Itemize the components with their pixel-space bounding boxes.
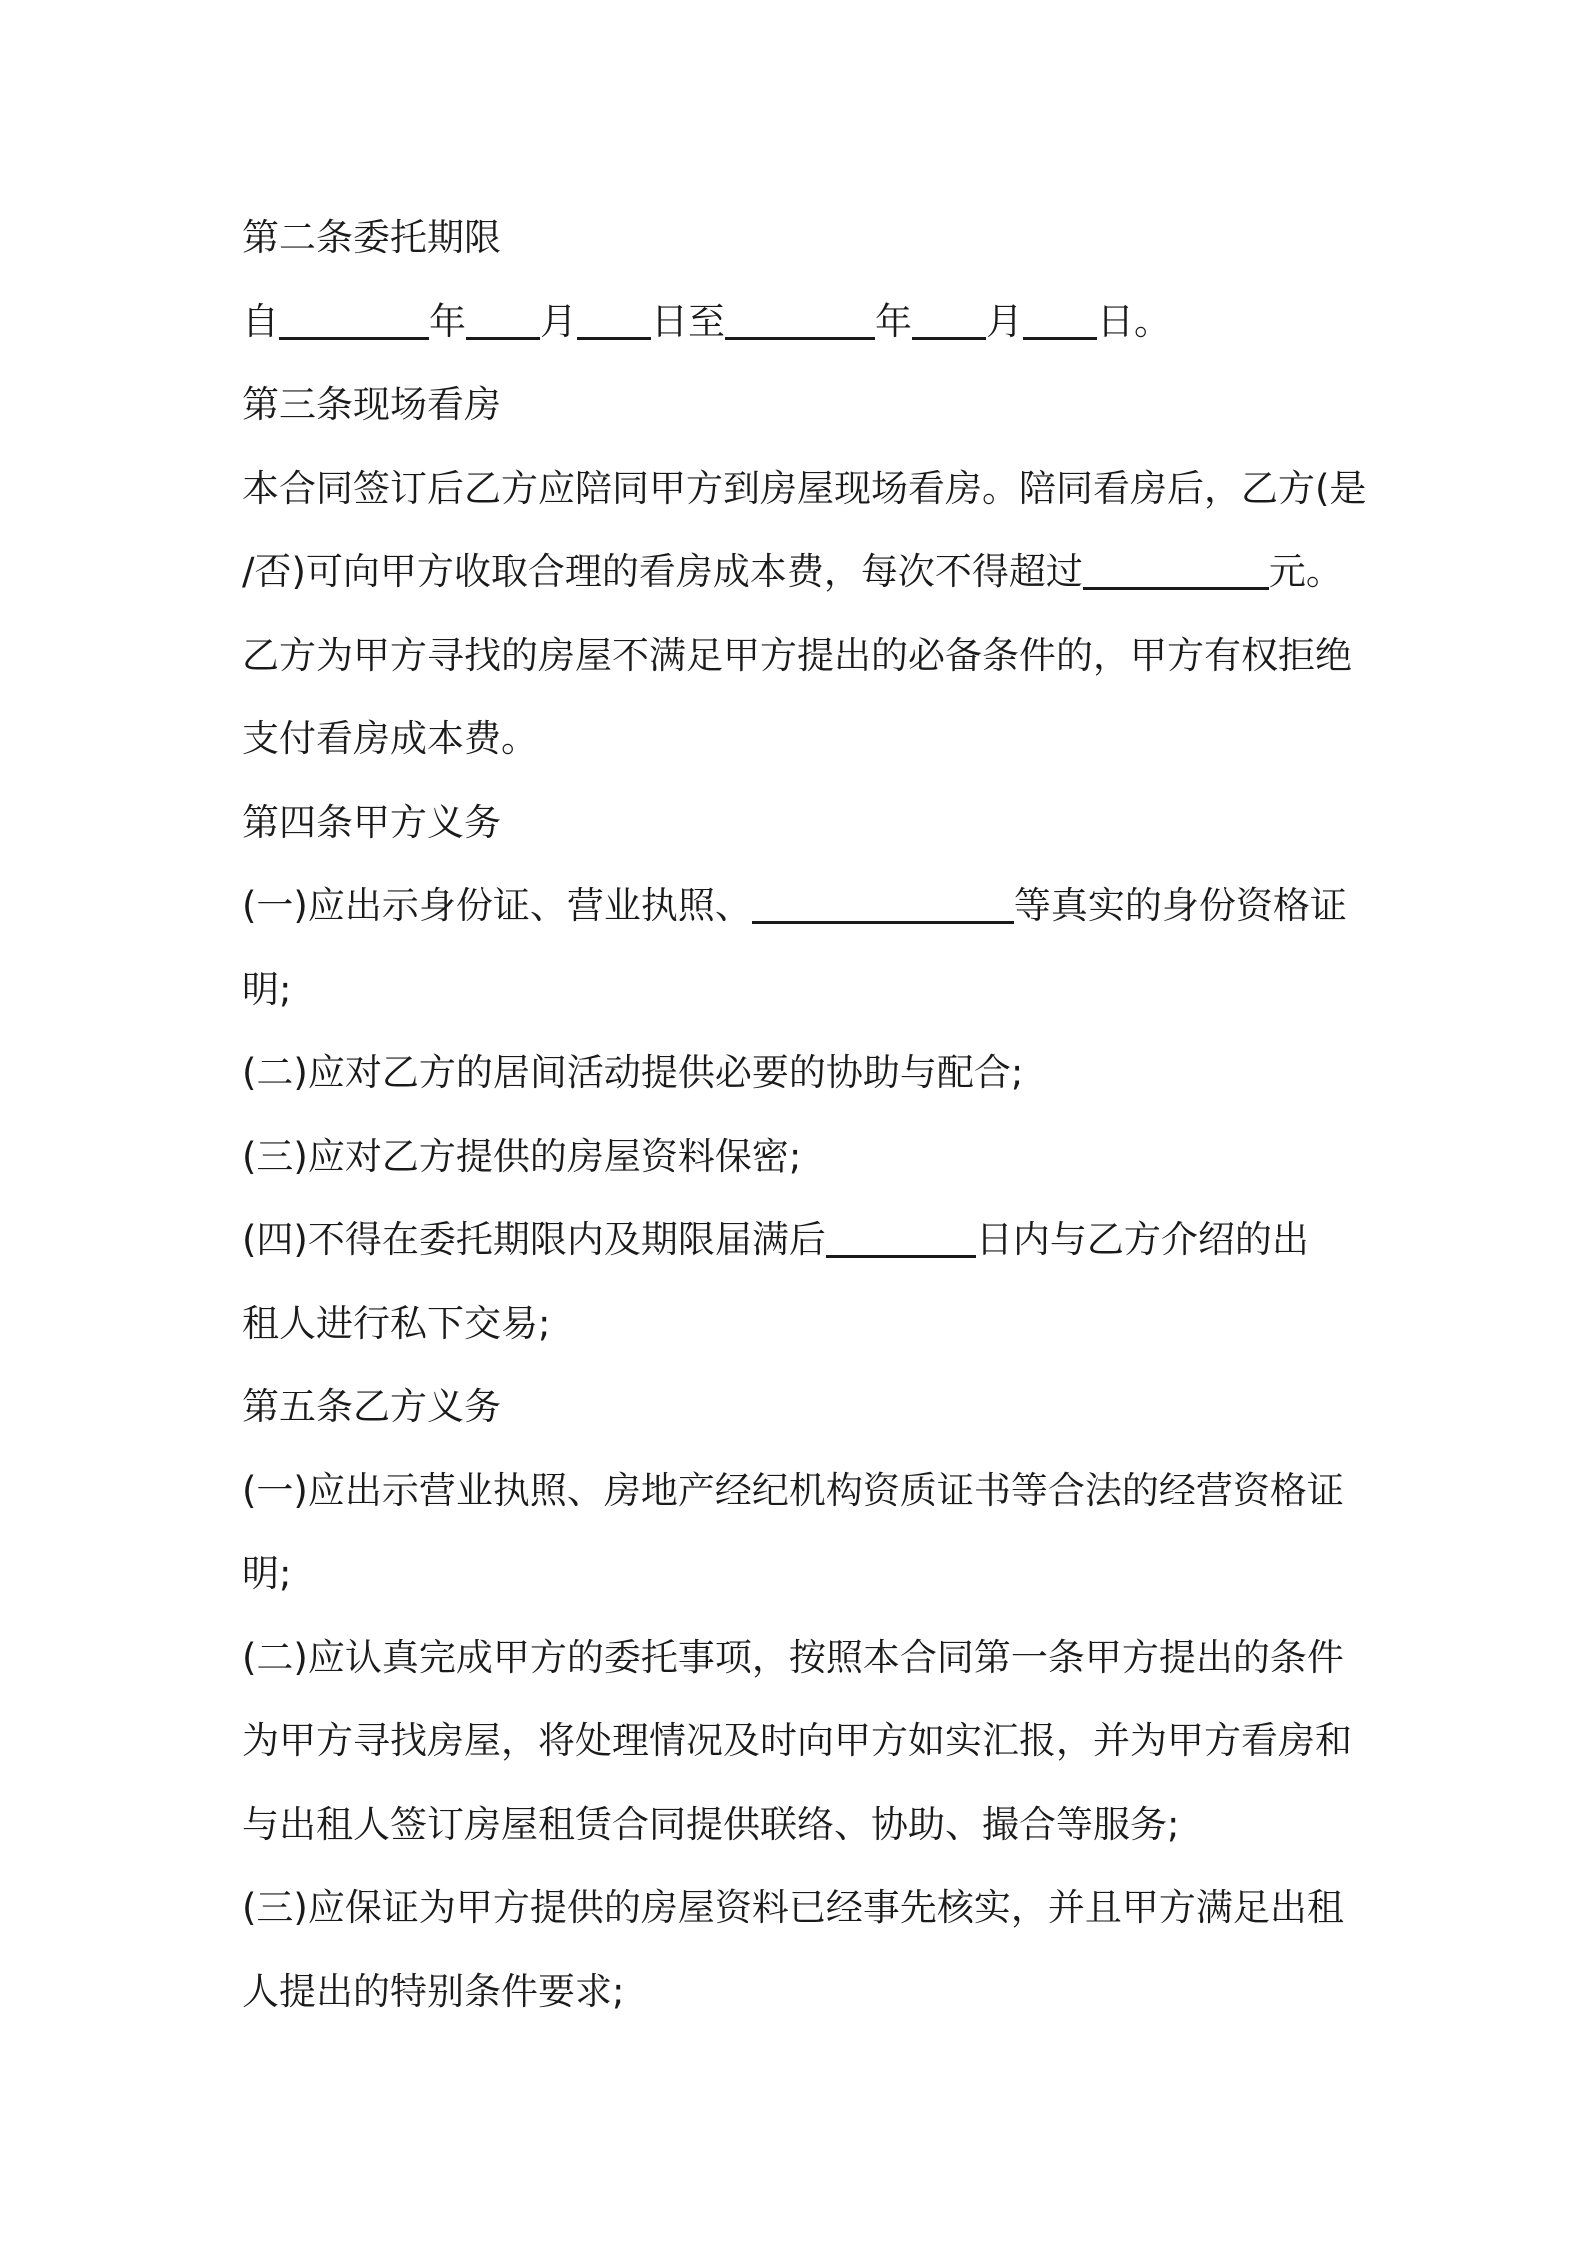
article-5-item-2-cont: 与出租人签订房屋租赁合同提供联络、协助、撮合等服务;	[242, 1802, 1180, 1846]
day-end-label: 日。	[1097, 299, 1171, 343]
article-2-period-line	[242, 280, 1362, 364]
article-5-item-1-cont: 明;	[242, 1552, 292, 1595]
fee-text: /否)可向甲方收取合理的看房成本费，每次不得超过	[242, 550, 1083, 593]
article-4-item-3: (三)应对乙方提供的房屋资料保密;	[242, 1134, 802, 1178]
article-3-paragraph-line: 本合同签订后乙方应陪同甲方到房屋现场看房。陪同看房后，乙方(是	[242, 466, 1367, 510]
end-year-blank[interactable]	[725, 291, 875, 340]
item-text: (四)不得在委托期限内及期限届满后	[242, 1218, 826, 1261]
article-4-title: 第四条甲方义务	[242, 800, 501, 844]
article-2-title: 第二条委托期限	[242, 216, 501, 259]
article-4-item-1	[242, 864, 1362, 948]
month-label: 月	[540, 299, 577, 343]
article-3-fee-line	[242, 530, 1362, 614]
month-label: 月	[986, 299, 1023, 343]
item-text: 等真实的身份资格证	[1013, 884, 1347, 927]
article-3-title: 第三条现场看房	[242, 383, 501, 426]
fee-amount-blank[interactable]	[1083, 541, 1269, 590]
year-label: 年	[429, 299, 466, 343]
article-4-item-4-cont: 租人进行私下交易;	[242, 1301, 551, 1345]
article-5-item-1: (一)应出示营业执照、房地产经纪机构资质证书等合法的经营资格证	[242, 1468, 1344, 1512]
article-5-item-3: (三)应保证为甲方提供的房屋资料已经事先核实，并且甲方满足出租	[242, 1886, 1344, 1929]
item-text: 日内与乙方介绍的出	[975, 1218, 1309, 1261]
days-blank[interactable]	[826, 1209, 976, 1258]
end-day-blank[interactable]	[1023, 291, 1097, 340]
article-4-item-4	[242, 1198, 1362, 1282]
article-4-item-2: (二)应对乙方的居间活动提供必要的协助与配合;	[242, 1051, 1024, 1094]
article-5-item-2: (二)应认真完成甲方的委托事项，按照本合同第一条甲方提出的条件	[242, 1635, 1344, 1679]
from-label: 自	[242, 299, 279, 343]
article-5-item-2-cont: 为甲方寻找房屋，将处理情况及时向甲方如实汇报，并为甲方看房和	[242, 1719, 1352, 1762]
start-day-blank[interactable]	[577, 291, 651, 340]
article-3-paragraph-line: 乙方为甲方寻找的房屋不满足甲方提出的必备条件的，甲方有权拒绝	[242, 633, 1352, 677]
start-month-blank[interactable]	[466, 291, 540, 340]
contract-body	[242, 196, 1367, 2033]
end-month-blank[interactable]	[912, 291, 986, 340]
article-5-title: 第五条乙方义务	[242, 1385, 501, 1428]
day-to-label: 日至	[651, 299, 725, 343]
item-text: (一)应出示身份证、营业执照、	[242, 884, 752, 927]
start-year-blank[interactable]	[279, 291, 429, 340]
year-label: 年	[875, 299, 912, 343]
article-5-item-3-cont: 人提出的特别条件要求;	[242, 1969, 625, 2013]
yuan-label: 元。	[1268, 550, 1343, 593]
credential-blank[interactable]	[752, 875, 1014, 924]
article-3-paragraph-line: 支付看房成本费。	[242, 717, 538, 760]
article-4-item-1-cont: 明;	[242, 967, 292, 1011]
